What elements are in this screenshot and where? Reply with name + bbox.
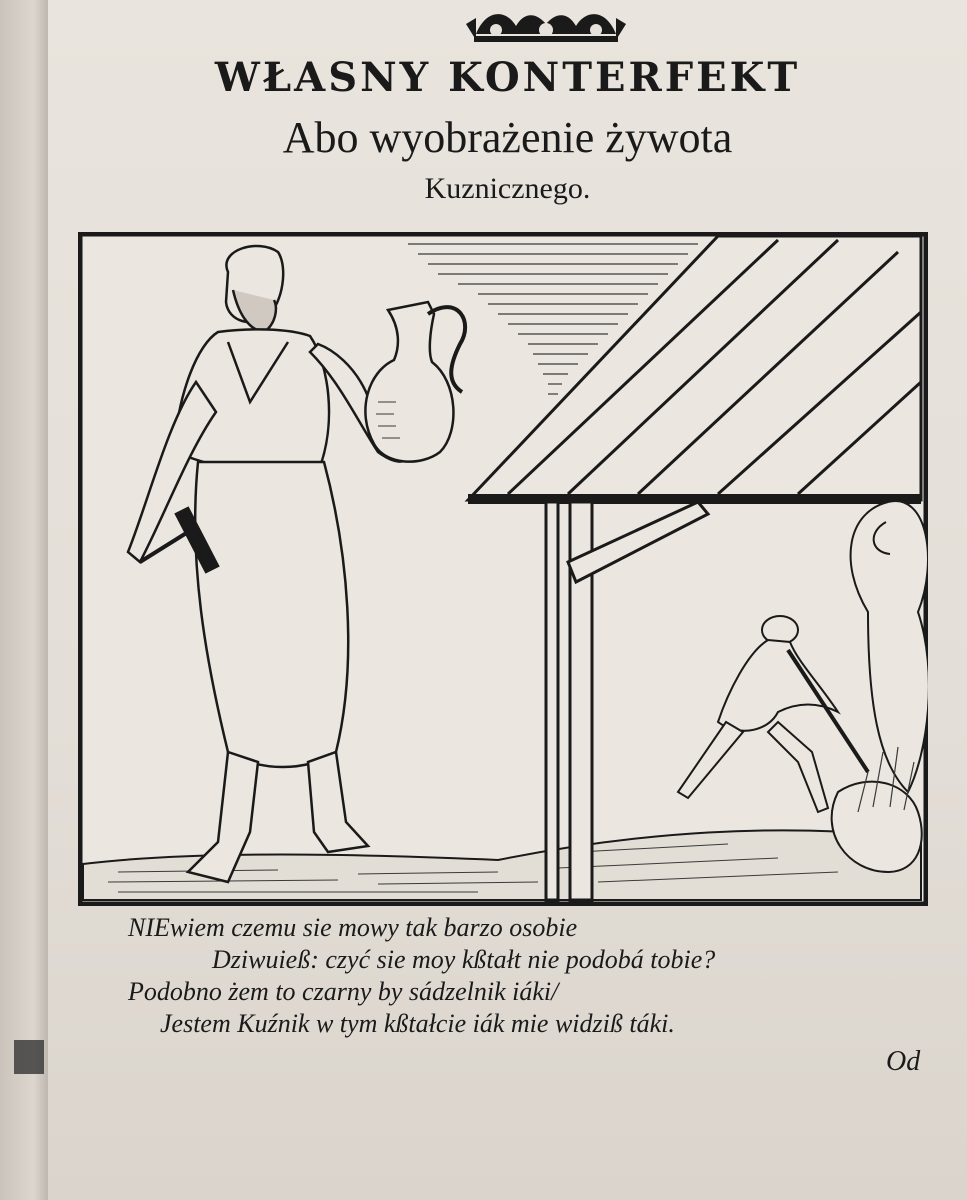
verse-block [128,912,888,1040]
head-ornament [466,4,626,48]
book-page [48,0,967,1200]
verse-line-3: Podobno żem to czarny by sádzelnik iáki/ [128,977,559,1006]
verse-line-2: Dziwuieß: czyć sie moy kßtałt nie podobá tobie? [212,945,716,974]
verse-line-4: Jestem Kuźnik w tym kßtałcie iák mie widziß táki. [160,1009,675,1038]
woodcut-illustration [78,232,928,906]
catchword: Od [886,1046,921,1077]
page-edge-ink-mark [14,1040,44,1074]
verse-line-1: NIEwiem czemu sie mowy tak barzo osobie [128,913,578,942]
previous-page-edge [0,0,49,1200]
title-line-1: WŁASNY KONTERFEKT [214,54,801,101]
title-line-2: Abo wyobrażenie żywota [282,113,733,162]
title-line-3: Kuznicznego. [424,172,591,205]
